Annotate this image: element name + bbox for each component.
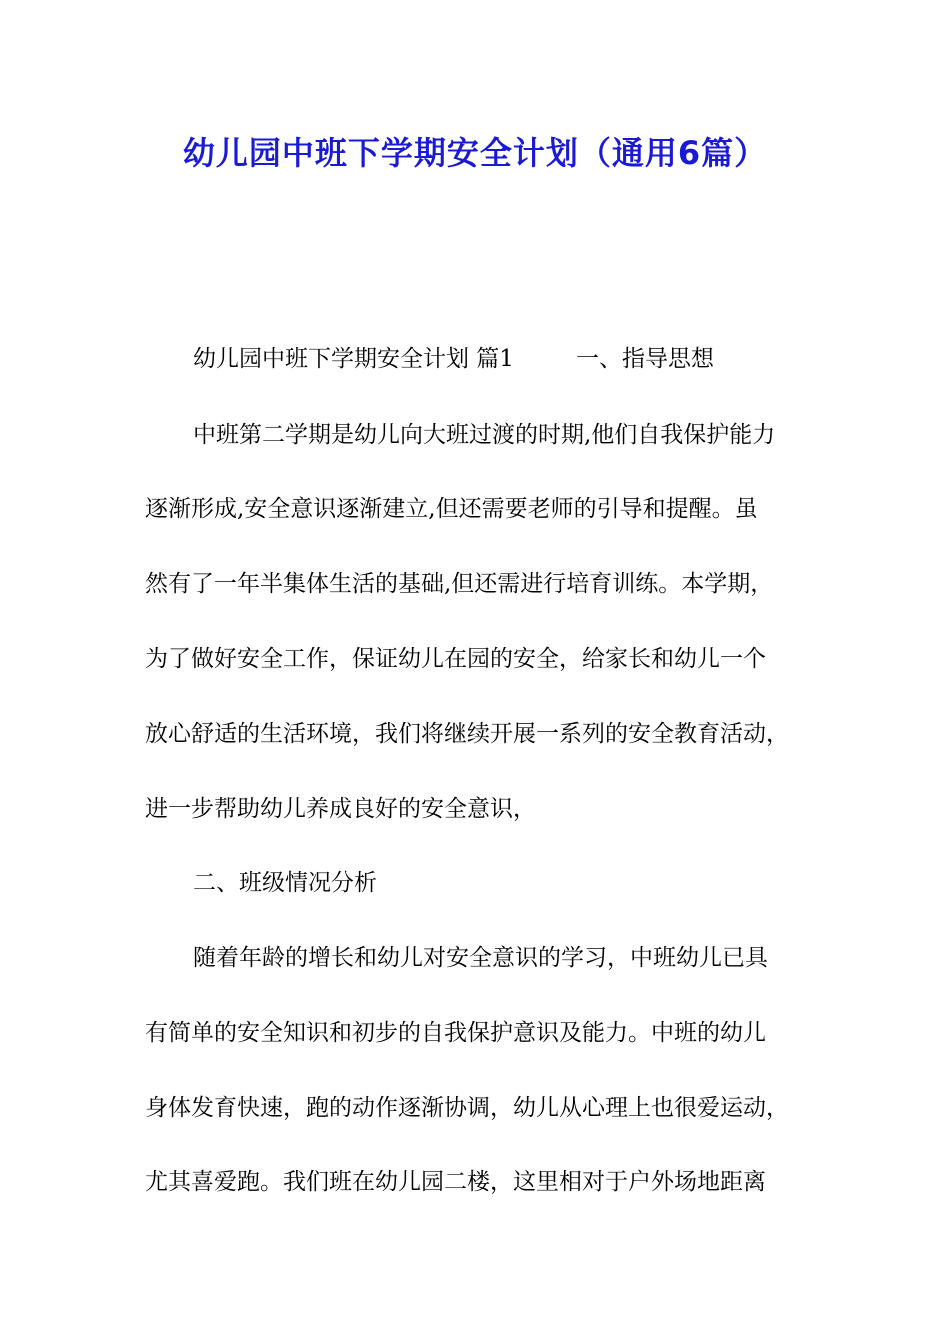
document-title: 幼儿园中班下学期安全计划（通用6篇） <box>182 134 768 172</box>
paragraph-line: 随着年龄的增长和幼儿对安全意识的学习，中班幼儿已具 <box>193 945 768 971</box>
paragraph-line: 进一步帮助幼儿养成良好的安全意识， <box>145 796 536 822</box>
section-heading-class-analysis: 二、班级情况分析 <box>193 870 377 896</box>
paragraph-line: 尤其喜爱跑。我们班在幼儿园二楼，这里相对于户外场地距离 <box>145 1169 766 1195</box>
paragraph-line: 放心舒适的生活环境，我们将继续开展一系列的安全教育活动， <box>145 721 789 747</box>
section-heading-guiding-thought: 一、指导思想 <box>575 346 714 372</box>
paragraph-line: 为了做好安全工作，保证幼儿在园的安全，给家长和幼儿一个 <box>145 646 766 672</box>
paragraph-line: 有简单的安全知识和初步的自我保护意识及能力。中班的幼儿 <box>145 1020 766 1046</box>
article-heading: 幼儿园中班下学期安全计划 篇1 <box>193 346 514 372</box>
paragraph-line: 逐渐形成,安全意识逐渐建立,但还需要老师的引导和提醒。虽 <box>145 496 758 522</box>
heading-line <box>193 344 714 374</box>
paragraph-line: 身体发育快速，跑的动作逐渐协调，幼儿从心理上也很爱运动， <box>145 1095 789 1121</box>
paragraph-line: 中班第二学期是幼儿向大班过渡的时期,他们自我保护能力 <box>193 422 776 448</box>
paragraph-line: 然有了一年半集体生活的基础,但还需进行培育训练。本学期， <box>145 571 774 597</box>
